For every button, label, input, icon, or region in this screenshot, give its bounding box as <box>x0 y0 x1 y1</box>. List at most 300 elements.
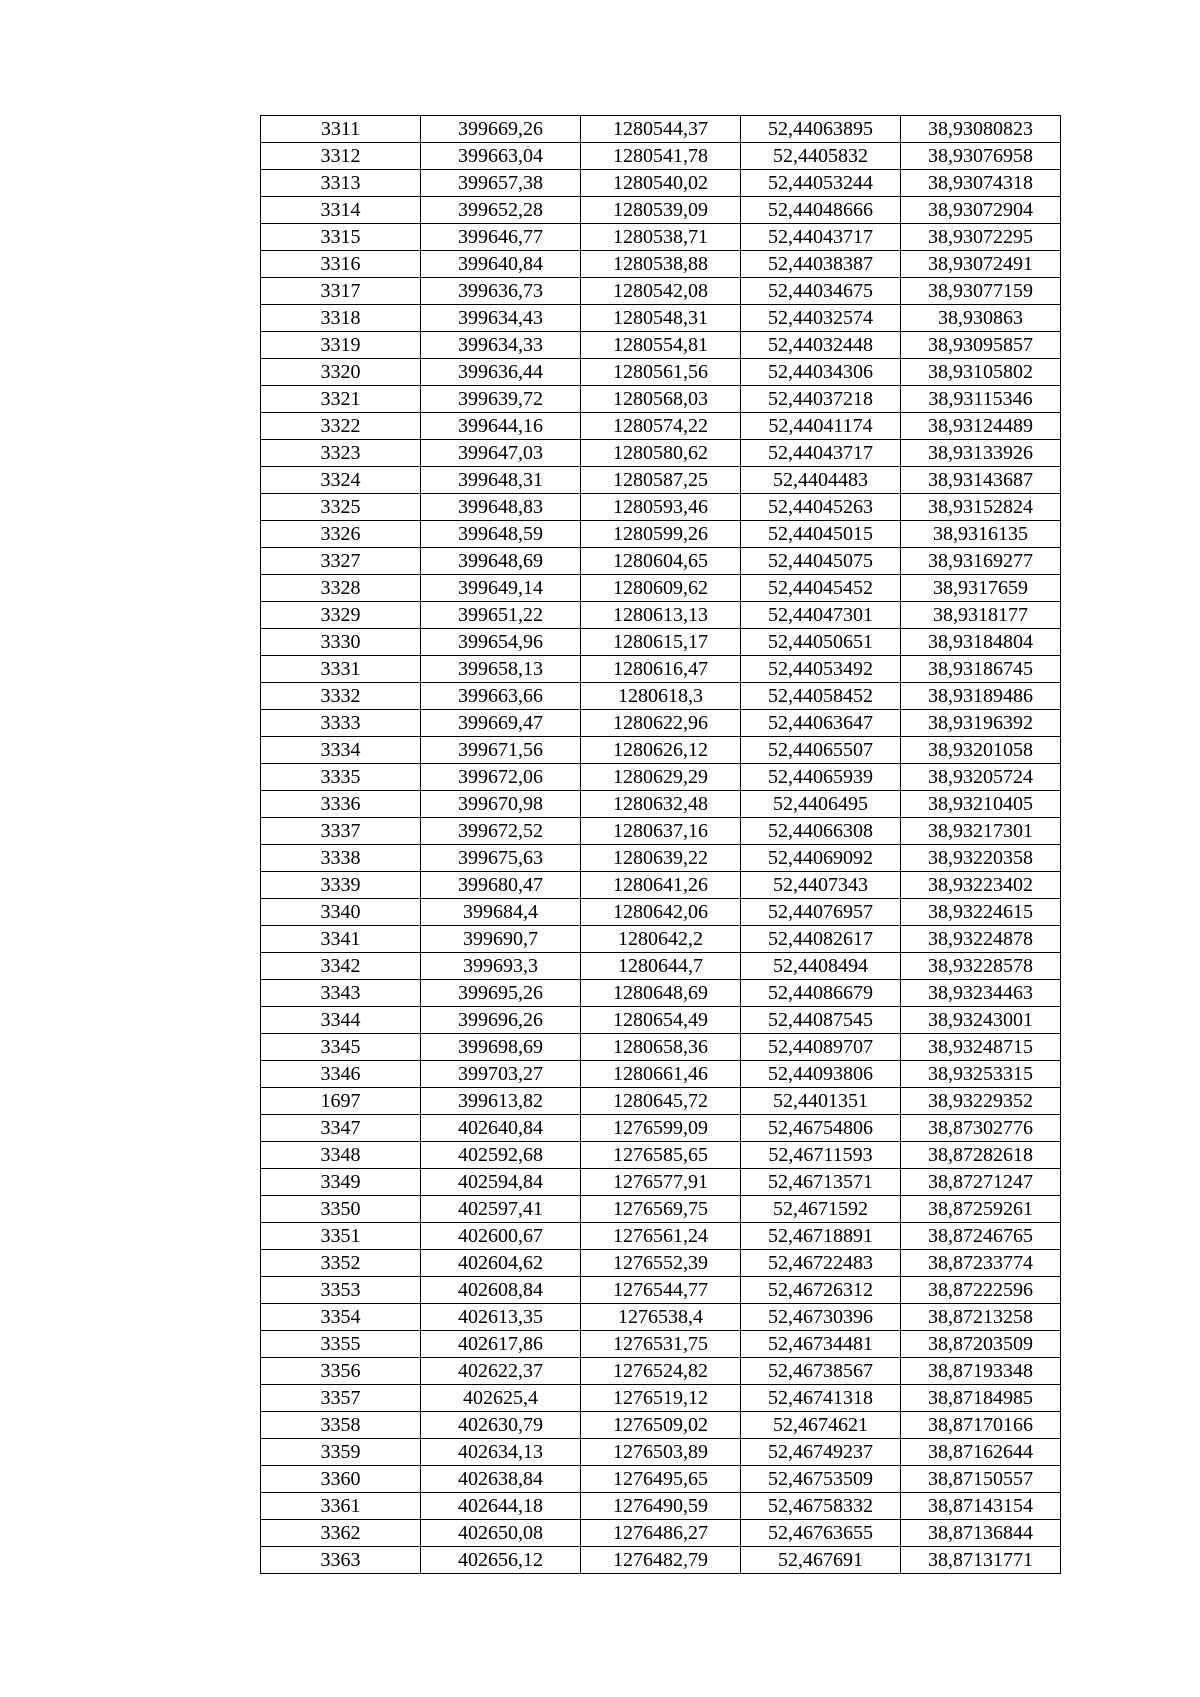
latitude-cell: 52,44032574 <box>741 305 901 332</box>
y-coordinate-cell: 1280644,7 <box>581 953 741 980</box>
table-row <box>261 1466 1061 1493</box>
table-row <box>261 953 1061 980</box>
table-row <box>261 1115 1061 1142</box>
x-coordinate-cell: 402656,12 <box>421 1547 581 1574</box>
point-number-cell: 3361 <box>261 1493 421 1520</box>
table-row <box>261 683 1061 710</box>
x-coordinate-cell: 402604,62 <box>421 1250 581 1277</box>
longitude-cell: 38,87246765 <box>901 1223 1061 1250</box>
x-coordinate-cell: 399680,47 <box>421 872 581 899</box>
longitude-cell: 38,93220358 <box>901 845 1061 872</box>
y-coordinate-cell: 1280618,3 <box>581 683 741 710</box>
y-coordinate-cell: 1280641,26 <box>581 872 741 899</box>
table-row <box>261 1520 1061 1547</box>
point-number-cell: 3334 <box>261 737 421 764</box>
latitude-cell: 52,44041174 <box>741 413 901 440</box>
point-number-cell: 3351 <box>261 1223 421 1250</box>
latitude-cell: 52,44045015 <box>741 521 901 548</box>
latitude-cell: 52,44034306 <box>741 359 901 386</box>
latitude-cell: 52,46758332 <box>741 1493 901 1520</box>
longitude-cell: 38,93072904 <box>901 197 1061 224</box>
latitude-cell: 52,44063895 <box>741 116 901 143</box>
point-number-cell: 3320 <box>261 359 421 386</box>
longitude-cell: 38,87131771 <box>901 1547 1061 1574</box>
y-coordinate-cell: 1280580,62 <box>581 440 741 467</box>
table-row <box>261 386 1061 413</box>
latitude-cell: 52,467691 <box>741 1547 901 1574</box>
latitude-cell: 52,4407343 <box>741 872 901 899</box>
y-coordinate-cell: 1276503,89 <box>581 1439 741 1466</box>
latitude-cell: 52,46738567 <box>741 1358 901 1385</box>
x-coordinate-cell: 399649,14 <box>421 575 581 602</box>
longitude-cell: 38,93077159 <box>901 278 1061 305</box>
latitude-cell: 52,4405832 <box>741 143 901 170</box>
table-row <box>261 1169 1061 1196</box>
x-coordinate-cell: 399654,96 <box>421 629 581 656</box>
table-row <box>261 170 1061 197</box>
point-number-cell: 3312 <box>261 143 421 170</box>
point-number-cell: 3342 <box>261 953 421 980</box>
latitude-cell: 52,46718891 <box>741 1223 901 1250</box>
latitude-cell: 52,44038387 <box>741 251 901 278</box>
table-row <box>261 1250 1061 1277</box>
y-coordinate-cell: 1280568,03 <box>581 386 741 413</box>
x-coordinate-cell: 399698,69 <box>421 1034 581 1061</box>
y-coordinate-cell: 1280637,16 <box>581 818 741 845</box>
latitude-cell: 52,44058452 <box>741 683 901 710</box>
latitude-cell: 52,44066308 <box>741 818 901 845</box>
longitude-cell: 38,93205724 <box>901 764 1061 791</box>
y-coordinate-cell: 1280613,13 <box>581 602 741 629</box>
point-number-cell: 3363 <box>261 1547 421 1574</box>
latitude-cell: 52,44065939 <box>741 764 901 791</box>
y-coordinate-cell: 1280661,46 <box>581 1061 741 1088</box>
longitude-cell: 38,93124489 <box>901 413 1061 440</box>
y-coordinate-cell: 1280599,26 <box>581 521 741 548</box>
table-row <box>261 1007 1061 1034</box>
latitude-cell: 52,44087545 <box>741 1007 901 1034</box>
y-coordinate-cell: 1276490,59 <box>581 1493 741 1520</box>
point-number-cell: 3352 <box>261 1250 421 1277</box>
latitude-cell: 52,44048666 <box>741 197 901 224</box>
point-number-cell: 3337 <box>261 818 421 845</box>
latitude-cell: 52,44045075 <box>741 548 901 575</box>
latitude-cell: 52,44034675 <box>741 278 901 305</box>
latitude-cell: 52,44076957 <box>741 899 901 926</box>
y-coordinate-cell: 1276569,75 <box>581 1196 741 1223</box>
table-row <box>261 494 1061 521</box>
table-row <box>261 1088 1061 1115</box>
x-coordinate-cell: 402644,18 <box>421 1493 581 1520</box>
x-coordinate-cell: 399675,63 <box>421 845 581 872</box>
y-coordinate-cell: 1280548,31 <box>581 305 741 332</box>
table-row <box>261 1142 1061 1169</box>
y-coordinate-cell: 1280539,09 <box>581 197 741 224</box>
coordinates-table-body <box>261 116 1061 1574</box>
point-number-cell: 3358 <box>261 1412 421 1439</box>
point-number-cell: 3357 <box>261 1385 421 1412</box>
y-coordinate-cell: 1276486,27 <box>581 1520 741 1547</box>
latitude-cell: 52,4401351 <box>741 1088 901 1115</box>
y-coordinate-cell: 1280658,36 <box>581 1034 741 1061</box>
table-row <box>261 764 1061 791</box>
table-row <box>261 899 1061 926</box>
longitude-cell: 38,93143687 <box>901 467 1061 494</box>
latitude-cell: 52,46754806 <box>741 1115 901 1142</box>
x-coordinate-cell: 402622,37 <box>421 1358 581 1385</box>
y-coordinate-cell: 1280593,46 <box>581 494 741 521</box>
x-coordinate-cell: 402640,84 <box>421 1115 581 1142</box>
point-number-cell: 3324 <box>261 467 421 494</box>
y-coordinate-cell: 1276538,4 <box>581 1304 741 1331</box>
longitude-cell: 38,9318177 <box>901 602 1061 629</box>
longitude-cell: 38,9316135 <box>901 521 1061 548</box>
point-number-cell: 3355 <box>261 1331 421 1358</box>
table-row <box>261 224 1061 251</box>
longitude-cell: 38,87213258 <box>901 1304 1061 1331</box>
x-coordinate-cell: 399634,43 <box>421 305 581 332</box>
longitude-cell: 38,93074318 <box>901 170 1061 197</box>
y-coordinate-cell: 1276552,39 <box>581 1250 741 1277</box>
longitude-cell: 38,93072491 <box>901 251 1061 278</box>
table-row <box>261 197 1061 224</box>
longitude-cell: 38,93224615 <box>901 899 1061 926</box>
point-number-cell: 3348 <box>261 1142 421 1169</box>
longitude-cell: 38,87203509 <box>901 1331 1061 1358</box>
table-row <box>261 413 1061 440</box>
latitude-cell: 52,46722483 <box>741 1250 901 1277</box>
latitude-cell: 52,44089707 <box>741 1034 901 1061</box>
x-coordinate-cell: 402608,84 <box>421 1277 581 1304</box>
point-number-cell: 3360 <box>261 1466 421 1493</box>
table-row <box>261 1547 1061 1574</box>
x-coordinate-cell: 399657,38 <box>421 170 581 197</box>
x-coordinate-cell: 402638,84 <box>421 1466 581 1493</box>
longitude-cell: 38,87170166 <box>901 1412 1061 1439</box>
x-coordinate-cell: 402600,67 <box>421 1223 581 1250</box>
x-coordinate-cell: 399663,66 <box>421 683 581 710</box>
longitude-cell: 38,87302776 <box>901 1115 1061 1142</box>
latitude-cell: 52,46726312 <box>741 1277 901 1304</box>
longitude-cell: 38,87282618 <box>901 1142 1061 1169</box>
y-coordinate-cell: 1276561,24 <box>581 1223 741 1250</box>
longitude-cell: 38,93095857 <box>901 332 1061 359</box>
longitude-cell: 38,93217301 <box>901 818 1061 845</box>
x-coordinate-cell: 399647,03 <box>421 440 581 467</box>
longitude-cell: 38,93228578 <box>901 953 1061 980</box>
x-coordinate-cell: 399672,52 <box>421 818 581 845</box>
point-number-cell: 3353 <box>261 1277 421 1304</box>
latitude-cell: 52,44053244 <box>741 170 901 197</box>
point-number-cell: 3345 <box>261 1034 421 1061</box>
longitude-cell: 38,87193348 <box>901 1358 1061 1385</box>
x-coordinate-cell: 402617,86 <box>421 1331 581 1358</box>
point-number-cell: 3354 <box>261 1304 421 1331</box>
y-coordinate-cell: 1280541,78 <box>581 143 741 170</box>
x-coordinate-cell: 399644,16 <box>421 413 581 440</box>
longitude-cell: 38,93210405 <box>901 791 1061 818</box>
x-coordinate-cell: 399690,7 <box>421 926 581 953</box>
latitude-cell: 52,46734481 <box>741 1331 901 1358</box>
x-coordinate-cell: 399648,83 <box>421 494 581 521</box>
x-coordinate-cell: 399703,27 <box>421 1061 581 1088</box>
point-number-cell: 3326 <box>261 521 421 548</box>
longitude-cell: 38,93223402 <box>901 872 1061 899</box>
y-coordinate-cell: 1276509,02 <box>581 1412 741 1439</box>
point-number-cell: 3343 <box>261 980 421 1007</box>
y-coordinate-cell: 1276544,77 <box>581 1277 741 1304</box>
point-number-cell: 3356 <box>261 1358 421 1385</box>
point-number-cell: 3318 <box>261 305 421 332</box>
y-coordinate-cell: 1280648,69 <box>581 980 741 1007</box>
coordinates-table <box>260 115 1061 1574</box>
point-number-cell: 3317 <box>261 278 421 305</box>
point-number-cell: 3319 <box>261 332 421 359</box>
longitude-cell: 38,87222596 <box>901 1277 1061 1304</box>
latitude-cell: 52,4404483 <box>741 467 901 494</box>
longitude-cell: 38,93253315 <box>901 1061 1061 1088</box>
point-number-cell: 3341 <box>261 926 421 953</box>
table-row <box>261 1439 1061 1466</box>
x-coordinate-cell: 402650,08 <box>421 1520 581 1547</box>
longitude-cell: 38,87136844 <box>901 1520 1061 1547</box>
table-row <box>261 602 1061 629</box>
y-coordinate-cell: 1280645,72 <box>581 1088 741 1115</box>
table-row <box>261 332 1061 359</box>
latitude-cell: 52,46749237 <box>741 1439 901 1466</box>
longitude-cell: 38,87271247 <box>901 1169 1061 1196</box>
longitude-cell: 38,93189486 <box>901 683 1061 710</box>
latitude-cell: 52,46741318 <box>741 1385 901 1412</box>
y-coordinate-cell: 1280639,22 <box>581 845 741 872</box>
latitude-cell: 52,46730396 <box>741 1304 901 1331</box>
x-coordinate-cell: 402592,68 <box>421 1142 581 1169</box>
point-number-cell: 3311 <box>261 116 421 143</box>
x-coordinate-cell: 399684,4 <box>421 899 581 926</box>
latitude-cell: 52,46763655 <box>741 1520 901 1547</box>
y-coordinate-cell: 1280642,06 <box>581 899 741 926</box>
y-coordinate-cell: 1280609,62 <box>581 575 741 602</box>
longitude-cell: 38,93243001 <box>901 1007 1061 1034</box>
y-coordinate-cell: 1280632,48 <box>581 791 741 818</box>
table-row <box>261 710 1061 737</box>
x-coordinate-cell: 399672,06 <box>421 764 581 791</box>
table-row <box>261 1277 1061 1304</box>
point-number-cell: 3321 <box>261 386 421 413</box>
y-coordinate-cell: 1280626,12 <box>581 737 741 764</box>
latitude-cell: 52,44063647 <box>741 710 901 737</box>
table-row <box>261 251 1061 278</box>
point-number-cell: 3349 <box>261 1169 421 1196</box>
latitude-cell: 52,46711593 <box>741 1142 901 1169</box>
y-coordinate-cell: 1280544,37 <box>581 116 741 143</box>
point-number-cell: 3323 <box>261 440 421 467</box>
point-number-cell: 3316 <box>261 251 421 278</box>
x-coordinate-cell: 399636,44 <box>421 359 581 386</box>
table-row <box>261 1061 1061 1088</box>
table-row <box>261 575 1061 602</box>
longitude-cell: 38,930863 <box>901 305 1061 332</box>
table-row <box>261 845 1061 872</box>
y-coordinate-cell: 1276519,12 <box>581 1385 741 1412</box>
point-number-cell: 3362 <box>261 1520 421 1547</box>
latitude-cell: 52,4671592 <box>741 1196 901 1223</box>
table-row <box>261 278 1061 305</box>
x-coordinate-cell: 399646,77 <box>421 224 581 251</box>
table-row <box>261 926 1061 953</box>
y-coordinate-cell: 1280554,81 <box>581 332 741 359</box>
longitude-cell: 38,9317659 <box>901 575 1061 602</box>
point-number-cell: 3330 <box>261 629 421 656</box>
x-coordinate-cell: 399671,56 <box>421 737 581 764</box>
x-coordinate-cell: 399669,47 <box>421 710 581 737</box>
point-number-cell: 3333 <box>261 710 421 737</box>
table-row <box>261 1034 1061 1061</box>
latitude-cell: 52,46753509 <box>741 1466 901 1493</box>
longitude-cell: 38,93133926 <box>901 440 1061 467</box>
longitude-cell: 38,87233774 <box>901 1250 1061 1277</box>
latitude-cell: 52,44043717 <box>741 224 901 251</box>
x-coordinate-cell: 402634,13 <box>421 1439 581 1466</box>
point-number-cell: 3346 <box>261 1061 421 1088</box>
point-number-cell: 3336 <box>261 791 421 818</box>
latitude-cell: 52,4406495 <box>741 791 901 818</box>
point-number-cell: 3315 <box>261 224 421 251</box>
latitude-cell: 52,44045263 <box>741 494 901 521</box>
x-coordinate-cell: 399670,98 <box>421 791 581 818</box>
latitude-cell: 52,4408494 <box>741 953 901 980</box>
point-number-cell: 3338 <box>261 845 421 872</box>
x-coordinate-cell: 399696,26 <box>421 1007 581 1034</box>
longitude-cell: 38,93234463 <box>901 980 1061 1007</box>
longitude-cell: 38,93072295 <box>901 224 1061 251</box>
point-number-cell: 1697 <box>261 1088 421 1115</box>
table-row <box>261 629 1061 656</box>
point-number-cell: 3327 <box>261 548 421 575</box>
longitude-cell: 38,87143154 <box>901 1493 1061 1520</box>
point-number-cell: 3347 <box>261 1115 421 1142</box>
point-number-cell: 3331 <box>261 656 421 683</box>
y-coordinate-cell: 1280622,96 <box>581 710 741 737</box>
point-number-cell: 3359 <box>261 1439 421 1466</box>
point-number-cell: 3329 <box>261 602 421 629</box>
latitude-cell: 52,44093806 <box>741 1061 901 1088</box>
x-coordinate-cell: 399658,13 <box>421 656 581 683</box>
longitude-cell: 38,87259261 <box>901 1196 1061 1223</box>
latitude-cell: 52,44045452 <box>741 575 901 602</box>
longitude-cell: 38,93224878 <box>901 926 1061 953</box>
y-coordinate-cell: 1280538,88 <box>581 251 741 278</box>
latitude-cell: 52,46713571 <box>741 1169 901 1196</box>
table-row <box>261 116 1061 143</box>
y-coordinate-cell: 1276531,75 <box>581 1331 741 1358</box>
longitude-cell: 38,93184804 <box>901 629 1061 656</box>
table-row <box>261 737 1061 764</box>
latitude-cell: 52,44065507 <box>741 737 901 764</box>
point-number-cell: 3339 <box>261 872 421 899</box>
point-number-cell: 3314 <box>261 197 421 224</box>
x-coordinate-cell: 399693,3 <box>421 953 581 980</box>
y-coordinate-cell: 1280654,49 <box>581 1007 741 1034</box>
longitude-cell: 38,87162644 <box>901 1439 1061 1466</box>
point-number-cell: 3340 <box>261 899 421 926</box>
y-coordinate-cell: 1280616,47 <box>581 656 741 683</box>
table-row <box>261 656 1061 683</box>
latitude-cell: 52,4674621 <box>741 1412 901 1439</box>
point-number-cell: 3344 <box>261 1007 421 1034</box>
table-row <box>261 1493 1061 1520</box>
y-coordinate-cell: 1280542,08 <box>581 278 741 305</box>
y-coordinate-cell: 1280538,71 <box>581 224 741 251</box>
table-row <box>261 1358 1061 1385</box>
x-coordinate-cell: 399652,28 <box>421 197 581 224</box>
y-coordinate-cell: 1280540,02 <box>581 170 741 197</box>
latitude-cell: 52,44082617 <box>741 926 901 953</box>
longitude-cell: 38,93076958 <box>901 143 1061 170</box>
point-number-cell: 3325 <box>261 494 421 521</box>
point-number-cell: 3335 <box>261 764 421 791</box>
x-coordinate-cell: 399695,26 <box>421 980 581 1007</box>
point-number-cell: 3313 <box>261 170 421 197</box>
x-coordinate-cell: 399669,26 <box>421 116 581 143</box>
x-coordinate-cell: 399663,04 <box>421 143 581 170</box>
longitude-cell: 38,93229352 <box>901 1088 1061 1115</box>
y-coordinate-cell: 1280574,22 <box>581 413 741 440</box>
y-coordinate-cell: 1276495,65 <box>581 1466 741 1493</box>
table-row <box>261 980 1061 1007</box>
latitude-cell: 52,44086679 <box>741 980 901 1007</box>
table-row <box>261 305 1061 332</box>
x-coordinate-cell: 402597,41 <box>421 1196 581 1223</box>
table-row <box>261 548 1061 575</box>
table-row <box>261 791 1061 818</box>
x-coordinate-cell: 402594,84 <box>421 1169 581 1196</box>
table-row <box>261 1304 1061 1331</box>
y-coordinate-cell: 1280587,25 <box>581 467 741 494</box>
y-coordinate-cell: 1276482,79 <box>581 1547 741 1574</box>
longitude-cell: 38,93152824 <box>901 494 1061 521</box>
longitude-cell: 38,93186745 <box>901 656 1061 683</box>
table-row <box>261 1412 1061 1439</box>
table-row <box>261 143 1061 170</box>
latitude-cell: 52,44050651 <box>741 629 901 656</box>
x-coordinate-cell: 402613,35 <box>421 1304 581 1331</box>
point-number-cell: 3332 <box>261 683 421 710</box>
table-row <box>261 521 1061 548</box>
x-coordinate-cell: 399651,22 <box>421 602 581 629</box>
table-row <box>261 872 1061 899</box>
table-row <box>261 440 1061 467</box>
table-row <box>261 467 1061 494</box>
y-coordinate-cell: 1276524,82 <box>581 1358 741 1385</box>
x-coordinate-cell: 402630,79 <box>421 1412 581 1439</box>
y-coordinate-cell: 1276585,65 <box>581 1142 741 1169</box>
x-coordinate-cell: 399648,31 <box>421 467 581 494</box>
x-coordinate-cell: 399640,84 <box>421 251 581 278</box>
y-coordinate-cell: 1276577,91 <box>581 1169 741 1196</box>
y-coordinate-cell: 1280629,29 <box>581 764 741 791</box>
point-number-cell: 3322 <box>261 413 421 440</box>
x-coordinate-cell: 399636,73 <box>421 278 581 305</box>
y-coordinate-cell: 1280604,65 <box>581 548 741 575</box>
longitude-cell: 38,93080823 <box>901 116 1061 143</box>
x-coordinate-cell: 402625,4 <box>421 1385 581 1412</box>
longitude-cell: 38,87150557 <box>901 1466 1061 1493</box>
latitude-cell: 52,44043717 <box>741 440 901 467</box>
table-row <box>261 818 1061 845</box>
table-row <box>261 1385 1061 1412</box>
y-coordinate-cell: 1280615,17 <box>581 629 741 656</box>
